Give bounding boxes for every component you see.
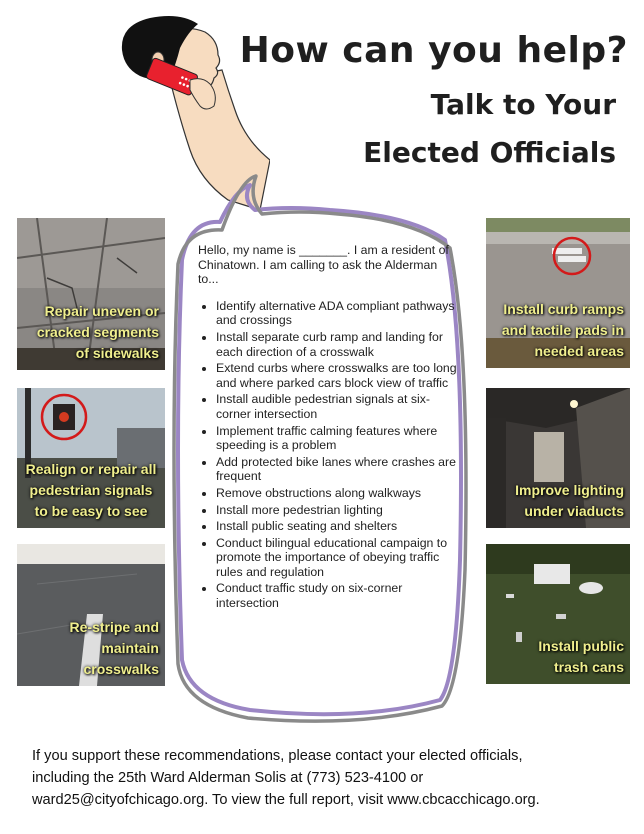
request-item: • Implement traffic calming features where speeding is a problem bbox=[216, 424, 460, 453]
request-item: • Add protected bike lanes where crashes are frequent bbox=[216, 455, 460, 484]
photo-lighting bbox=[486, 388, 630, 528]
caption-trash: Install public trash cans bbox=[538, 638, 624, 675]
request-item: • Install more pedestrian lighting bbox=[216, 503, 460, 518]
request-item: • Install separate curb ramp and landing for each direction of a crosswalk bbox=[216, 330, 460, 359]
footer-line-1: If you support these recommendations, please contact your elected officials, bbox=[32, 748, 523, 764]
caption-sidewalk: Repair uneven or cracked segments of sidewalks bbox=[36, 303, 159, 361]
request-list bbox=[198, 299, 460, 611]
caption-signals: Realign or repair all pedestrian signals to be easy to see bbox=[25, 461, 157, 519]
request-item: • Extend curbs where crosswalks are too long and where parked cars block view of traffic bbox=[216, 361, 460, 390]
subtitle-line-1: Talk to Your bbox=[430, 88, 616, 121]
caption-crosswalks: Re-stripe and maintain crosswalks bbox=[69, 619, 159, 677]
photo-sidewalk bbox=[17, 218, 165, 370]
request-item: • Install public seating and shelters bbox=[216, 519, 460, 534]
photo-crosswalks bbox=[17, 544, 165, 686]
contact-footer bbox=[32, 745, 622, 811]
request-item: • Conduct bilingual educational campaign to promote the importance of obeying traffic rules and regulation bbox=[216, 536, 460, 580]
page-title: How can you help? bbox=[239, 30, 628, 71]
request-item: • Identify alternative ADA compliant pathways and crossings bbox=[216, 299, 460, 328]
call-script-intro: Hello, my name is _______. I am a resident of Chinatown. I am calling to ask the Alderman to... bbox=[198, 243, 449, 287]
photo-signals bbox=[17, 388, 165, 528]
request-item: • Conduct traffic study on six-corner intersection bbox=[216, 581, 460, 610]
footer-line-2: including the 25th Ward Alderman Solis at (773) 523-4100 or bbox=[32, 770, 424, 786]
request-item: • Install audible pedestrian signals at six-corner intersection bbox=[216, 392, 460, 421]
caption-lighting: Improve lighting under viaducts bbox=[515, 482, 624, 519]
call-script bbox=[198, 243, 460, 613]
photo-curb-ramps bbox=[486, 218, 630, 368]
subtitle-line-2: Elected Officials bbox=[363, 136, 616, 169]
photo-trash bbox=[486, 544, 630, 684]
footer-line-3: ward25@cityofchicago.org. To view the full report, visit www.cbcacchicago.org. bbox=[32, 792, 540, 808]
request-item: • Remove obstructions along walkways bbox=[216, 486, 460, 501]
caption-curb-ramps: Install curb ramps and tactile pads in needed areas bbox=[501, 301, 624, 359]
